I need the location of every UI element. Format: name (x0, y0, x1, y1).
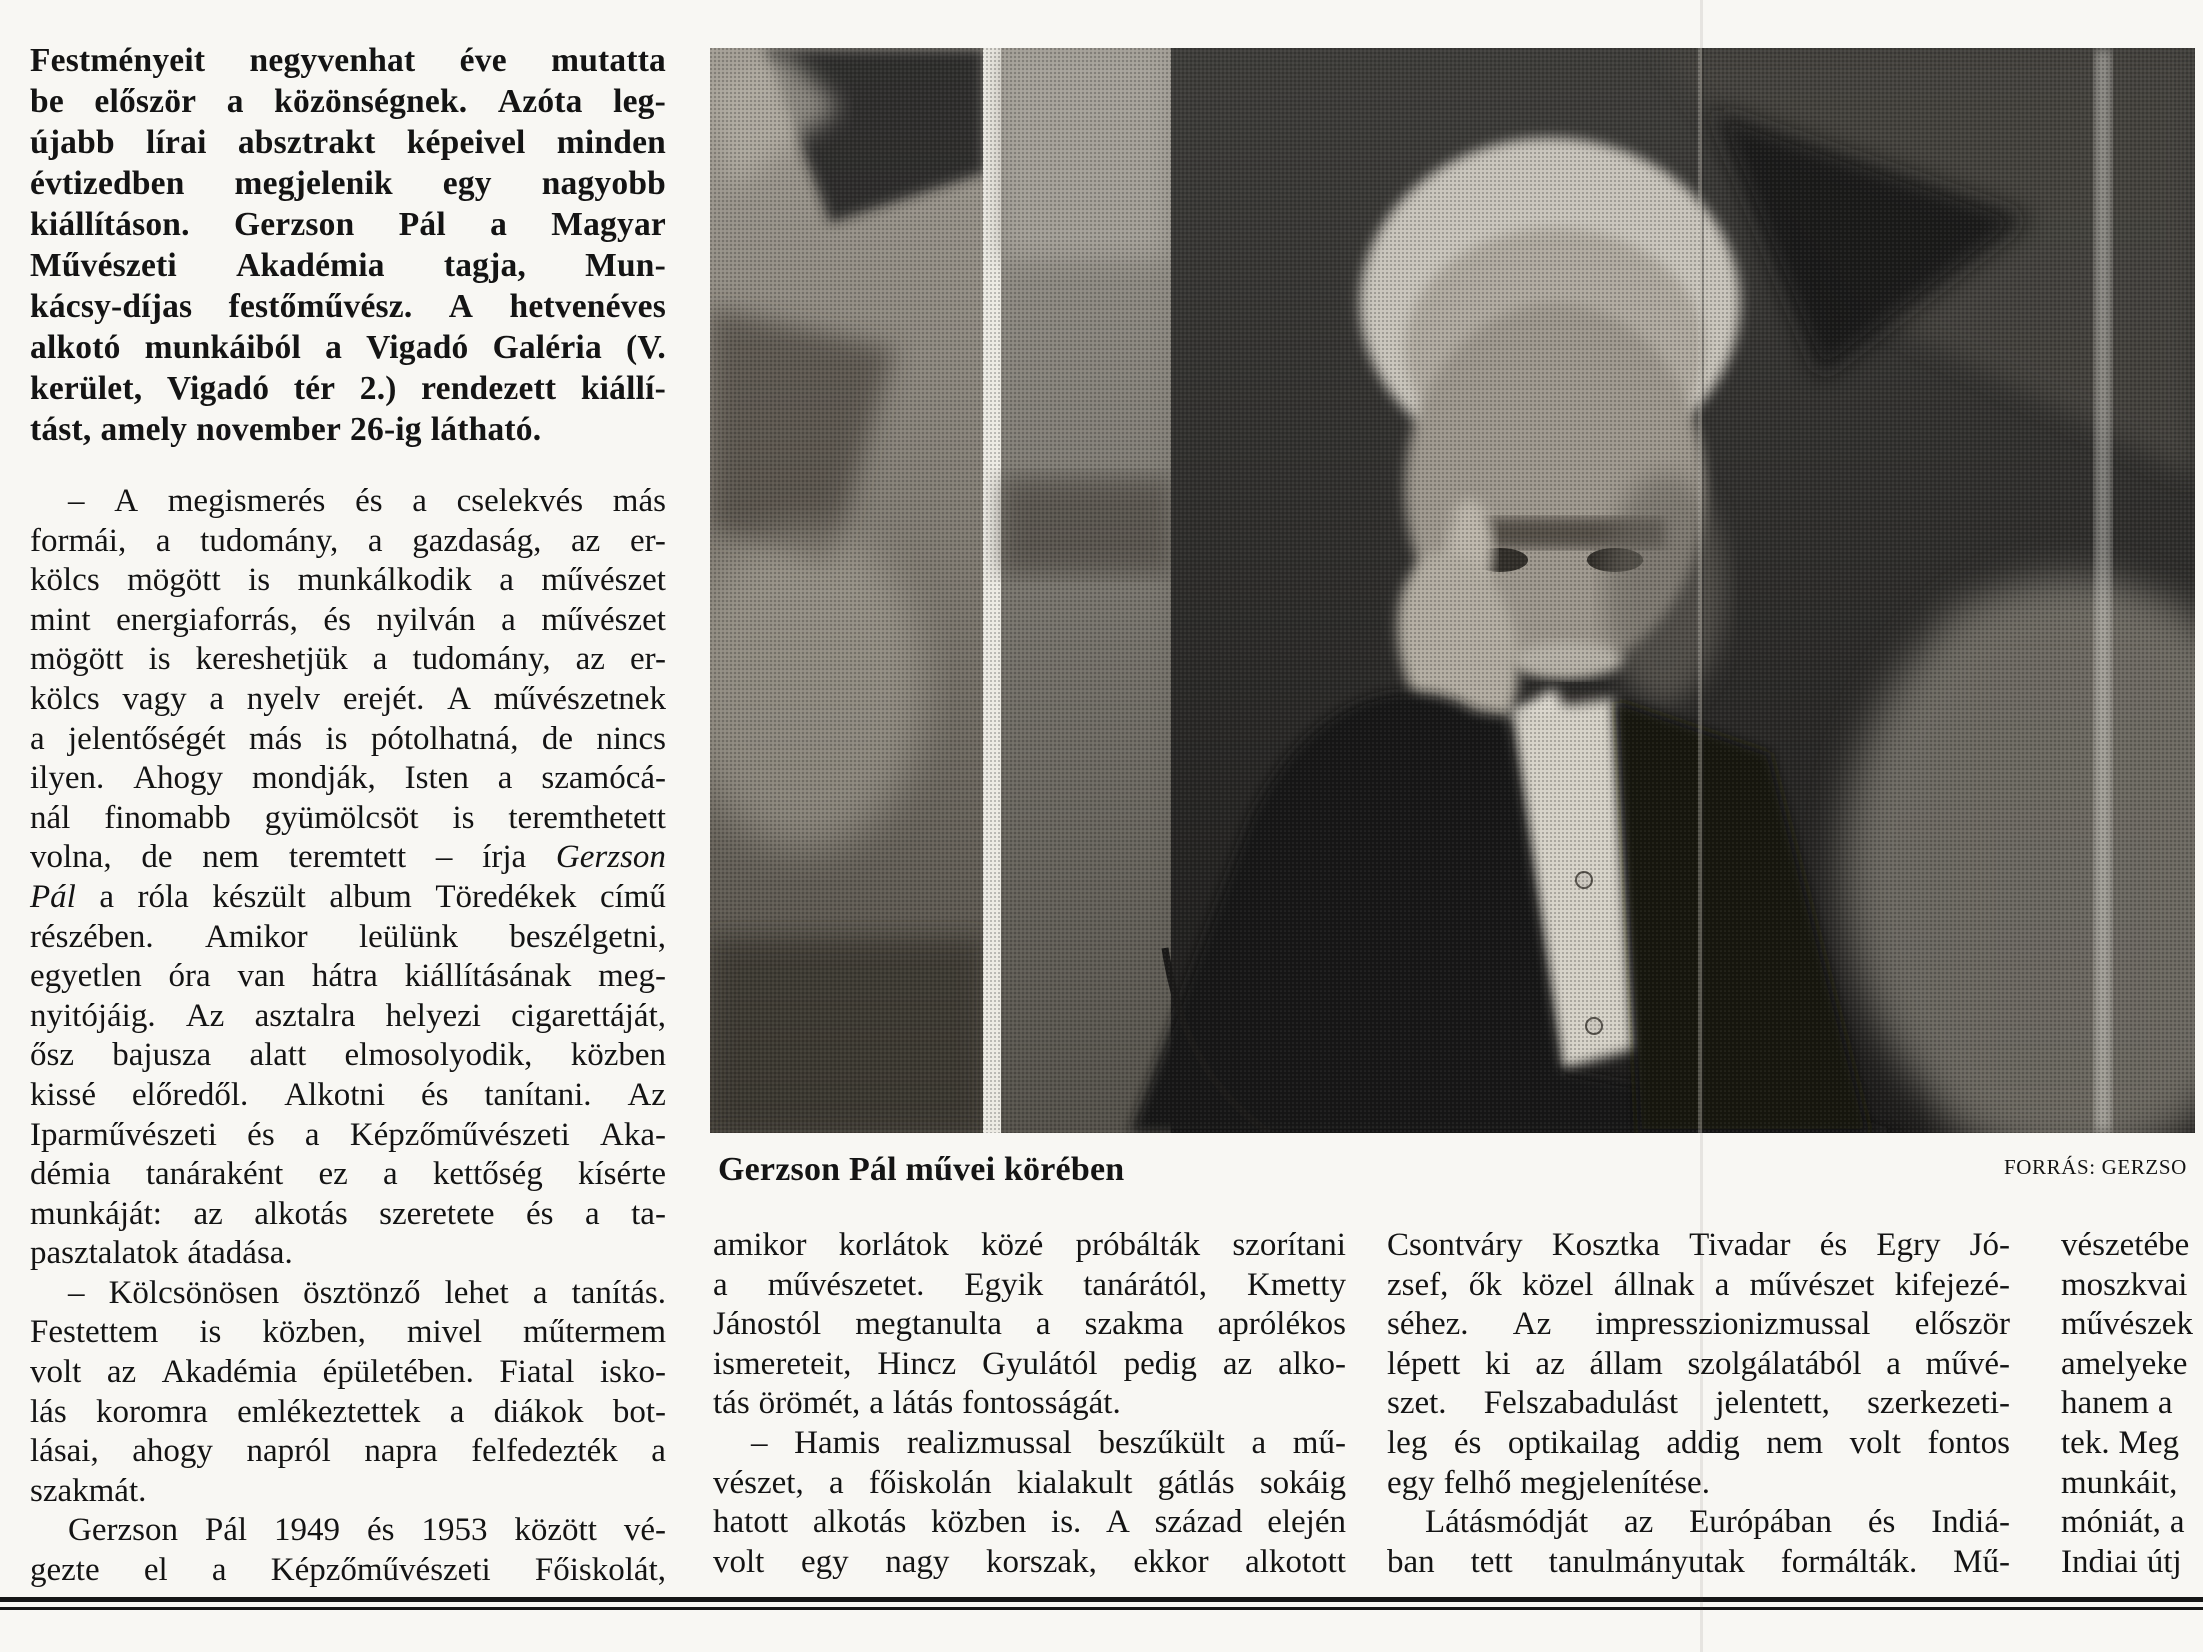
text-line: szakmát. (30, 1472, 147, 1509)
text-line: Indiai útj (2061, 1543, 2182, 1580)
paragraph (1387, 1503, 2010, 1582)
paragraph (30, 40, 666, 450)
column-3 (1387, 1226, 2010, 1582)
paragraph (30, 1274, 666, 1512)
text-line: moszkvai (2061, 1266, 2188, 1303)
text-line: kölcs vagy a nyelv erejét. A művészetnek (30, 680, 666, 717)
page-fold-crease (1700, 0, 1703, 1652)
text-line: alkotó munkáiból a Vigadó Galéria (V. (30, 329, 666, 366)
text-line: móniát, a (2061, 1504, 2185, 1541)
text-line: gezte el a Képzőművészeti Főiskolát, (30, 1552, 666, 1589)
text-line: lás koromra emlékeztettek a diákok bot- (30, 1393, 666, 1430)
text-line: nyitójáig. Az asztalra helyezi cigarettáját, (30, 997, 666, 1034)
text-line: tás örömét, a látás fontosságát. (713, 1385, 1121, 1422)
text-line: volt az Akadémia épületében. Fiatal isko- (30, 1354, 666, 1391)
text-line: művészek (2061, 1306, 2193, 1343)
text-line: kölcs mögött is munkálkodik a művészet (30, 562, 666, 599)
text-line: Jánostól megtanulta a szakma aprólékos (713, 1306, 1346, 1343)
paragraph (2061, 1226, 2203, 1582)
text-line: démia tanáraként ez a kettőség kísérte (30, 1156, 666, 1193)
paragraph (30, 482, 666, 1274)
text-line: séhez. Az impresszionizmussal először (1387, 1306, 2010, 1343)
portrait-photo (710, 48, 2195, 1133)
text-line: ismereteit, Hincz Gyulától pedig az alko- (713, 1345, 1346, 1382)
text-line: amelyeke (2061, 1345, 2188, 1382)
text-line: kiállításon. Gerzson Pál a Magyar (30, 206, 666, 243)
text-line: formái, a tudomány, a gazdaság, az er- (30, 522, 666, 559)
text-line: – Hamis realizmussal beszűkült a mű- (751, 1424, 1346, 1461)
text-line: Pál a róla készült album Töredékek című (30, 878, 666, 915)
photo-credit: FORRÁS: GERZSO (2004, 1155, 2187, 1179)
text-line: évtizedben megjelenik egy nagyobb (30, 165, 666, 202)
column-4-clipped (2061, 1226, 2203, 1582)
paragraph (713, 1424, 1346, 1582)
text-line: ban tett tanulmányutak formálták. Mű- (1387, 1543, 2010, 1580)
text-line: kissé előredől. Alkotni és tanítani. Az (30, 1076, 666, 1113)
text-line: leg és optikailag addig nem volt fontos (1387, 1424, 2010, 1461)
text-line: lépett ki az állam szolgálatából a művé- (1387, 1345, 2010, 1382)
text-line: Festményeit negyvenhat éve mutatta (30, 42, 666, 79)
text-line: hatott alkotás közben is. A század elején (713, 1504, 1346, 1541)
text-line: részében. Amikor leülünk beszélgetni, (30, 918, 666, 955)
text-line: kerület, Vigadó tér 2.) rendezett kiállí- (30, 370, 666, 407)
text-line: pasztalatok átadása. (30, 1235, 293, 1272)
text-line: vészetébe (2061, 1227, 2190, 1263)
text-line: Művészeti Akadémia tagja, Mun- (30, 247, 666, 284)
paragraph (713, 1226, 1346, 1424)
text-line: szet. Felszabadulást jelentett, szerkezeti- (1387, 1385, 2010, 1422)
text-line: Gerzson Pál 1949 és 1953 között vé- (68, 1512, 666, 1549)
text-line: Festettem is közben, mivel műtermem (30, 1314, 666, 1351)
bottom-double-rule (0, 1597, 2203, 1610)
text-line: munkáit, (2061, 1464, 2178, 1501)
text-line: nál finomabb gyümölcsöt is teremthetett (30, 799, 666, 836)
text-line: – A megismerés és a cselekvés más (68, 483, 666, 519)
column-2 (713, 1226, 1346, 1582)
text-line: amikor korlátok közé próbálták szorítani (713, 1227, 1346, 1263)
text-line: Csontváry Kosztka Tivadar és Egry Jó- (1387, 1227, 2010, 1263)
text-line: a művészetet. Egyik tanárától, Kmetty (713, 1266, 1346, 1303)
text-line: mögött is kereshetjük a tudomány, az er- (30, 641, 666, 678)
text-line: ősz bajusza alatt elmosolyodik, közben (30, 1037, 666, 1074)
text-line: tást, amely november 26-ig látható. (30, 411, 542, 448)
text-line: egy felhő megjelenítése. (1387, 1464, 1710, 1501)
photo-caption: Gerzson Pál művei körében (718, 1151, 1125, 1188)
column-left (30, 40, 666, 1591)
paragraph (30, 1511, 666, 1590)
text-line: vészet, a főiskolán kialakult gátlás sokáig (713, 1464, 1346, 1501)
halftone-overlay (710, 48, 2195, 1133)
text-line: hanem a (2061, 1385, 2173, 1422)
text-line: lásai, ahogy napról napra felfedezték a (30, 1433, 666, 1470)
text-line: zsef, ők közel állnak a művészet kifejezé- (1387, 1266, 2010, 1303)
text-line: a jelentőségét más is pótolhatná, de nincs (30, 720, 666, 757)
text-line: be először a közönségnek. Azóta leg- (30, 83, 666, 120)
text-line: egyetlen óra van hátra kiállításának meg- (30, 958, 666, 995)
text-line: ilyen. Ahogy mondják, Isten a szamócá- (30, 760, 666, 797)
text-line: kácsy-díjas festőművész. A hetvenéves (30, 288, 666, 325)
text-line: Látásmódját az Európában és Indiá- (1425, 1504, 2010, 1541)
paragraph (1387, 1226, 2010, 1503)
text-line: mint energiaforrás, és nyilván a művészet (30, 601, 666, 638)
text-line: – Kölcsönösen ösztönző lehet a tanítás. (68, 1274, 666, 1311)
text-line: munkáját: az alkotás szeretete és a ta- (30, 1195, 666, 1232)
text-line: volna, de nem teremtett – írja Gerzson (30, 839, 666, 876)
text-line: tek. Meg (2061, 1424, 2179, 1461)
text-line: volt egy nagy korszak, ekkor alkotott (713, 1543, 1346, 1580)
text-line: újabb lírai absztrakt képeivel minden (30, 124, 666, 161)
text-line: Iparművészeti és a Képzőművészeti Aka- (30, 1116, 666, 1153)
